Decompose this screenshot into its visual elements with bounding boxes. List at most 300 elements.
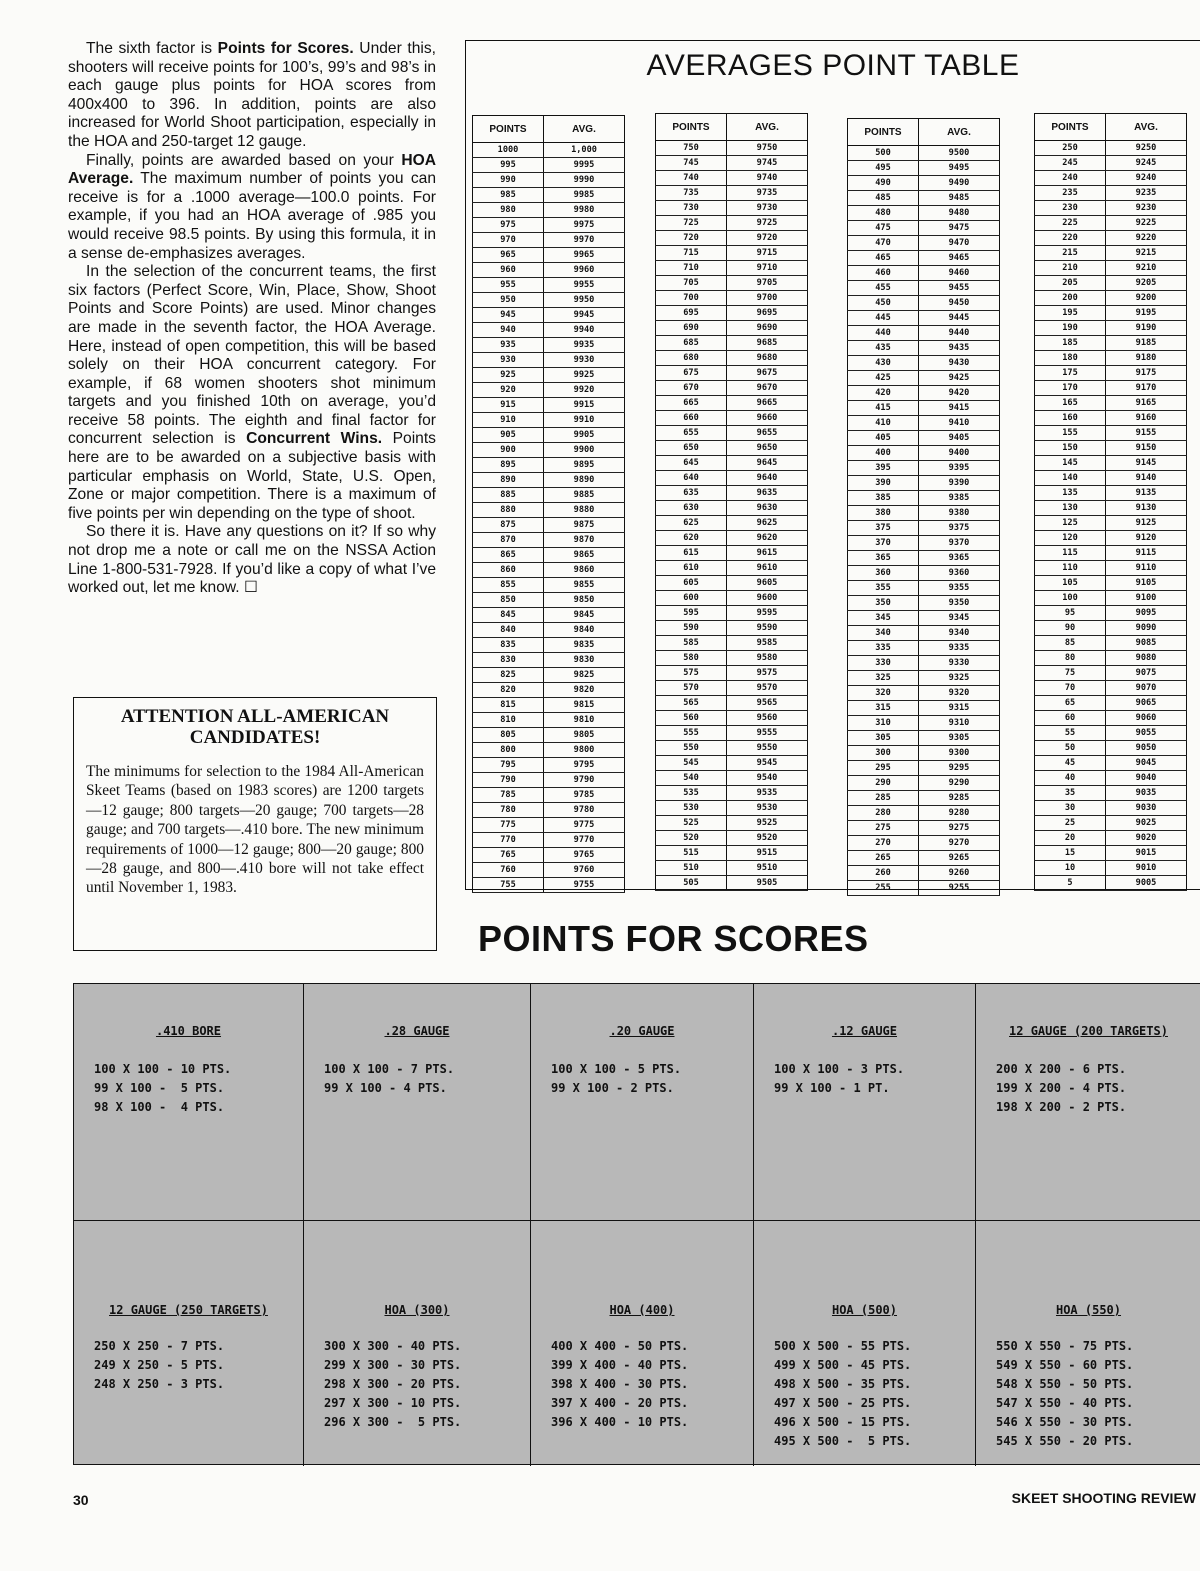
points-cell: 870 bbox=[473, 533, 544, 548]
table-row bbox=[1035, 786, 1187, 801]
table-row bbox=[656, 261, 808, 276]
avg-cell: 9195 bbox=[1106, 306, 1187, 321]
points-cell: 590 bbox=[656, 621, 727, 636]
avg-cell: 9320 bbox=[919, 686, 1000, 701]
points-cell: 280 bbox=[848, 806, 919, 821]
table-row bbox=[473, 608, 625, 623]
avg-cell: 9645 bbox=[727, 456, 808, 471]
avg-cell: 9260 bbox=[919, 866, 1000, 881]
avg-cell: 9775 bbox=[544, 818, 625, 833]
points-cell: 675 bbox=[656, 366, 727, 381]
article-paragraph bbox=[68, 40, 436, 152]
points-cell: 480 bbox=[848, 206, 919, 221]
avg-cell: 9410 bbox=[919, 416, 1000, 431]
avg-cell: 9210 bbox=[1106, 261, 1187, 276]
avg-cell: 9015 bbox=[1106, 846, 1187, 861]
table-row bbox=[1035, 726, 1187, 741]
points-cell: 10 bbox=[1035, 861, 1106, 876]
avg-cell: 9670 bbox=[727, 381, 808, 396]
avg-cell: 9085 bbox=[1106, 636, 1187, 651]
avg-cell: 9140 bbox=[1106, 471, 1187, 486]
avg-cell: 9890 bbox=[544, 473, 625, 488]
table-row bbox=[656, 351, 808, 366]
table-row bbox=[656, 291, 808, 306]
score-line: 545 X 550 - 20 PTS. bbox=[996, 1434, 1134, 1448]
article-text bbox=[68, 40, 436, 598]
table-row bbox=[1035, 381, 1187, 396]
points-cell: 410 bbox=[848, 416, 919, 431]
table-row bbox=[656, 576, 808, 591]
score-line: 547 X 550 - 40 PTS. bbox=[996, 1396, 1134, 1410]
table-row bbox=[473, 173, 625, 188]
avg-cell: 9680 bbox=[727, 351, 808, 366]
table-row bbox=[656, 741, 808, 756]
avg-cell: 9090 bbox=[1106, 621, 1187, 636]
score-line: 250 X 250 - 7 PTS. bbox=[94, 1339, 225, 1353]
avg-cell: 9765 bbox=[544, 848, 625, 863]
points-cell: 215 bbox=[1035, 246, 1106, 261]
points-cell: 50 bbox=[1035, 741, 1106, 756]
avg-cell: 9305 bbox=[919, 731, 1000, 746]
points-header: POINTS bbox=[848, 119, 919, 146]
avg-cell: 9400 bbox=[919, 446, 1000, 461]
score-line: 398 X 400 - 30 PTS. bbox=[551, 1377, 689, 1391]
points-cell: 960 bbox=[473, 263, 544, 278]
table-row bbox=[848, 236, 1000, 251]
table-row bbox=[656, 486, 808, 501]
avg-cell: 9110 bbox=[1106, 561, 1187, 576]
table-row bbox=[1035, 441, 1187, 456]
avg-cell: 9735 bbox=[727, 186, 808, 201]
points-cell: 905 bbox=[473, 428, 544, 443]
avg-cell: 9340 bbox=[919, 626, 1000, 641]
avg-cell: 9285 bbox=[919, 791, 1000, 806]
table-row bbox=[848, 296, 1000, 311]
avg-cell: 9280 bbox=[919, 806, 1000, 821]
points-cell: 895 bbox=[473, 458, 544, 473]
points-cell: 520 bbox=[656, 831, 727, 846]
avg-cell: 9600 bbox=[727, 591, 808, 606]
score-cell-lines bbox=[551, 1060, 681, 1098]
points-cell: 890 bbox=[473, 473, 544, 488]
points-cell: 250 bbox=[1035, 141, 1106, 156]
points-cell: 375 bbox=[848, 521, 919, 536]
article-paragraph bbox=[68, 263, 436, 523]
table-row bbox=[656, 651, 808, 666]
avg-cell: 9380 bbox=[919, 506, 1000, 521]
avg-cell: 9805 bbox=[544, 728, 625, 743]
points-cell: 300 bbox=[848, 746, 919, 761]
points-cell: 670 bbox=[656, 381, 727, 396]
table-row bbox=[1035, 411, 1187, 426]
points-cell: 335 bbox=[848, 641, 919, 656]
points-cell: 955 bbox=[473, 278, 544, 293]
avg-cell: 9170 bbox=[1106, 381, 1187, 396]
points-cell: 830 bbox=[473, 653, 544, 668]
table-row bbox=[848, 731, 1000, 746]
table-row bbox=[1035, 231, 1187, 246]
points-cell: 795 bbox=[473, 758, 544, 773]
points-cell: 540 bbox=[656, 771, 727, 786]
points-cell: 715 bbox=[656, 246, 727, 261]
table-row bbox=[656, 336, 808, 351]
avg-cell: 9230 bbox=[1106, 201, 1187, 216]
points-cell: 100 bbox=[1035, 591, 1106, 606]
table-row bbox=[656, 141, 808, 156]
points-cell: 680 bbox=[656, 351, 727, 366]
avg-cell: 9250 bbox=[1106, 141, 1187, 156]
avg-cell: 9405 bbox=[919, 431, 1000, 446]
avg-cell: 9695 bbox=[727, 306, 808, 321]
table-row bbox=[1035, 291, 1187, 306]
points-cell: 220 bbox=[1035, 231, 1106, 246]
points-cell: 855 bbox=[473, 578, 544, 593]
avg-cell: 9905 bbox=[544, 428, 625, 443]
points-cell: 585 bbox=[656, 636, 727, 651]
points-cell: 880 bbox=[473, 503, 544, 518]
table-row bbox=[656, 456, 808, 471]
score-cell bbox=[304, 984, 531, 1221]
avg-cell: 9470 bbox=[919, 236, 1000, 251]
avg-cell: 9715 bbox=[727, 246, 808, 261]
table-row bbox=[848, 176, 1000, 191]
score-line: 100 X 100 - 7 PTS. bbox=[324, 1062, 455, 1076]
table-row bbox=[1035, 636, 1187, 651]
points-cell: 195 bbox=[1035, 306, 1106, 321]
table-row bbox=[656, 201, 808, 216]
points-cell: 515 bbox=[656, 846, 727, 861]
points-cell: 685 bbox=[656, 336, 727, 351]
table-row bbox=[848, 371, 1000, 386]
points-cell: 655 bbox=[656, 426, 727, 441]
points-cell: 915 bbox=[473, 398, 544, 413]
avg-cell: 9500 bbox=[919, 146, 1000, 161]
table-row bbox=[1035, 276, 1187, 291]
table-row bbox=[1035, 666, 1187, 681]
article-text-run: Finally, points are awarded based on your bbox=[86, 151, 402, 169]
points-cell: 805 bbox=[473, 728, 544, 743]
points-cell: 30 bbox=[1035, 801, 1106, 816]
article-bold-term: Points for Scores. bbox=[217, 40, 354, 57]
table-row bbox=[656, 756, 808, 771]
score-cell bbox=[304, 1221, 531, 1466]
score-cell bbox=[976, 984, 1200, 1221]
avg-cell: 9330 bbox=[919, 656, 1000, 671]
score-cell-title: HOA (400) bbox=[609, 1303, 675, 1317]
points-cell: 145 bbox=[1035, 456, 1106, 471]
points-cell: 815 bbox=[473, 698, 544, 713]
table-row bbox=[848, 146, 1000, 161]
table-row bbox=[473, 833, 625, 848]
table-row bbox=[848, 581, 1000, 596]
avg-cell: 9450 bbox=[919, 296, 1000, 311]
avg-cell: 9485 bbox=[919, 191, 1000, 206]
table-row bbox=[1035, 471, 1187, 486]
avg-cell: 9800 bbox=[544, 743, 625, 758]
avg-cell: 9395 bbox=[919, 461, 1000, 476]
table-row bbox=[473, 788, 625, 803]
score-line: 397 X 400 - 20 PTS. bbox=[551, 1396, 689, 1410]
table-row bbox=[1035, 366, 1187, 381]
avg-cell: 1,000 bbox=[544, 143, 625, 158]
avg-cell: 9830 bbox=[544, 653, 625, 668]
score-cell-title: HOA (300) bbox=[384, 1303, 450, 1317]
avg-cell: 9970 bbox=[544, 233, 625, 248]
points-cell: 275 bbox=[848, 821, 919, 836]
score-line: 100 X 100 - 5 PTS. bbox=[551, 1062, 682, 1076]
points-cell: 580 bbox=[656, 651, 727, 666]
table-row bbox=[848, 821, 1000, 836]
points-cell: 95 bbox=[1035, 606, 1106, 621]
table-row bbox=[848, 506, 1000, 521]
table-row bbox=[473, 188, 625, 203]
table-row bbox=[848, 521, 1000, 536]
averages-column-table bbox=[655, 113, 808, 891]
score-line: 396 X 400 - 10 PTS. bbox=[551, 1415, 689, 1429]
points-cell: 40 bbox=[1035, 771, 1106, 786]
points-cell: 510 bbox=[656, 861, 727, 876]
avg-cell: 9135 bbox=[1106, 486, 1187, 501]
table-row bbox=[473, 293, 625, 308]
points-cell: 325 bbox=[848, 671, 919, 686]
avg-cell: 9010 bbox=[1106, 861, 1187, 876]
points-cell: 450 bbox=[848, 296, 919, 311]
points-cell: 560 bbox=[656, 711, 727, 726]
table-row bbox=[848, 341, 1000, 356]
avg-cell: 9235 bbox=[1106, 186, 1187, 201]
points-cell: 455 bbox=[848, 281, 919, 296]
score-cell-lines bbox=[94, 1060, 231, 1117]
avg-cell: 9370 bbox=[919, 536, 1000, 551]
points-cell: 635 bbox=[656, 486, 727, 501]
avg-cell: 9915 bbox=[544, 398, 625, 413]
points-cell: 950 bbox=[473, 293, 544, 308]
avg-cell: 9845 bbox=[544, 608, 625, 623]
avg-cell: 9300 bbox=[919, 746, 1000, 761]
table-row bbox=[473, 803, 625, 818]
table-row bbox=[848, 746, 1000, 761]
table-row bbox=[848, 266, 1000, 281]
points-cell: 320 bbox=[848, 686, 919, 701]
avg-cell: 9040 bbox=[1106, 771, 1187, 786]
avg-header: AVG. bbox=[544, 116, 625, 143]
avg-cell: 9535 bbox=[727, 786, 808, 801]
points-cell: 245 bbox=[1035, 156, 1106, 171]
table-row bbox=[473, 218, 625, 233]
points-cell: 260 bbox=[848, 866, 919, 881]
avg-cell: 9965 bbox=[544, 248, 625, 263]
attention-box bbox=[73, 697, 437, 951]
table-row bbox=[473, 248, 625, 263]
table-row bbox=[473, 323, 625, 338]
points-cell: 690 bbox=[656, 321, 727, 336]
avg-cell: 9205 bbox=[1106, 276, 1187, 291]
table-row bbox=[473, 413, 625, 428]
table-row bbox=[848, 791, 1000, 806]
avg-cell: 9520 bbox=[727, 831, 808, 846]
points-cell: 565 bbox=[656, 696, 727, 711]
table-row bbox=[1035, 741, 1187, 756]
score-line: 499 X 500 - 45 PTS. bbox=[774, 1358, 912, 1372]
points-cell: 545 bbox=[656, 756, 727, 771]
table-row bbox=[473, 443, 625, 458]
article-text-run: So there it is. Have any questions on it? If so why not drop me a note or call me on the NSSA Action Line 1-800-531-7928. If you’d like a copy of what I’ve worked out, let me know. ☐ bbox=[68, 523, 436, 597]
points-cell: 350 bbox=[848, 596, 919, 611]
article-text-run: Points here are to be awarded on a subjective basis with particular emphasis on World, State, U.S. Open, Zone or major competition. There is a maximum of five points per win depending on the type of shoot. bbox=[68, 430, 436, 522]
points-cell: 120 bbox=[1035, 531, 1106, 546]
points-cell: 365 bbox=[848, 551, 919, 566]
table-row bbox=[1035, 141, 1187, 156]
table-row bbox=[656, 381, 808, 396]
points-cell: 380 bbox=[848, 506, 919, 521]
points-cell: 595 bbox=[656, 606, 727, 621]
points-cell: 415 bbox=[848, 401, 919, 416]
points-cell: 235 bbox=[1035, 186, 1106, 201]
table-row bbox=[656, 216, 808, 231]
score-cell-title: 12 GAUGE (250 TARGETS) bbox=[109, 1303, 268, 1317]
avg-cell: 9460 bbox=[919, 266, 1000, 281]
score-line: 546 X 550 - 30 PTS. bbox=[996, 1415, 1134, 1429]
avg-cell: 9480 bbox=[919, 206, 1000, 221]
points-cell: 425 bbox=[848, 371, 919, 386]
avg-cell: 9770 bbox=[544, 833, 625, 848]
table-row bbox=[473, 638, 625, 653]
avg-header: AVG. bbox=[919, 119, 1000, 146]
table-row bbox=[1035, 171, 1187, 186]
points-cell: 25 bbox=[1035, 816, 1106, 831]
score-cell-title: .28 GAUGE bbox=[384, 1024, 450, 1038]
table-row bbox=[848, 326, 1000, 341]
avg-cell: 9185 bbox=[1106, 336, 1187, 351]
table-row bbox=[656, 816, 808, 831]
avg-header: AVG. bbox=[727, 114, 808, 141]
points-cell: 820 bbox=[473, 683, 544, 698]
points-cell: 20 bbox=[1035, 831, 1106, 846]
points-cell: 80 bbox=[1035, 651, 1106, 666]
table-row bbox=[656, 831, 808, 846]
points-cell: 125 bbox=[1035, 516, 1106, 531]
avg-cell: 9790 bbox=[544, 773, 625, 788]
points-cell: 255 bbox=[848, 881, 919, 896]
points-cell: 35 bbox=[1035, 786, 1106, 801]
avg-cell: 9435 bbox=[919, 341, 1000, 356]
avg-cell: 9425 bbox=[919, 371, 1000, 386]
points-cell: 695 bbox=[656, 306, 727, 321]
avg-cell: 9475 bbox=[919, 221, 1000, 236]
points-cell: 790 bbox=[473, 773, 544, 788]
score-cell bbox=[754, 1221, 976, 1466]
avg-cell: 9880 bbox=[544, 503, 625, 518]
table-row bbox=[656, 876, 808, 891]
points-cell: 505 bbox=[656, 876, 727, 891]
table-row bbox=[1035, 156, 1187, 171]
points-cell: 740 bbox=[656, 171, 727, 186]
table-row bbox=[473, 488, 625, 503]
avg-cell: 9415 bbox=[919, 401, 1000, 416]
points-cell: 405 bbox=[848, 431, 919, 446]
avg-cell: 9900 bbox=[544, 443, 625, 458]
avg-cell: 9590 bbox=[727, 621, 808, 636]
avg-cell: 9980 bbox=[544, 203, 625, 218]
avg-cell: 9080 bbox=[1106, 651, 1187, 666]
points-for-scores-title: POINTS FOR SCORES bbox=[478, 918, 869, 959]
avg-cell: 9930 bbox=[544, 353, 625, 368]
points-cell: 555 bbox=[656, 726, 727, 741]
article-text-run: Under this, shooters will receive points for 100’s, 99’s and 98’s in each gauge plus points for HOA scores from 400x400 to 396. In addition, points are also increased for World Shoot participation, especially in the HOA and 250-target 12 gauge. bbox=[68, 40, 436, 150]
avg-cell: 9635 bbox=[727, 486, 808, 501]
points-cell: 340 bbox=[848, 626, 919, 641]
points-cell: 875 bbox=[473, 518, 544, 533]
table-row bbox=[473, 278, 625, 293]
avg-cell: 9835 bbox=[544, 638, 625, 653]
points-cell: 110 bbox=[1035, 561, 1106, 576]
table-row bbox=[1035, 711, 1187, 726]
points-cell: 60 bbox=[1035, 711, 1106, 726]
points-cell: 295 bbox=[848, 761, 919, 776]
points-cell: 725 bbox=[656, 216, 727, 231]
table-row bbox=[848, 641, 1000, 656]
points-cell: 750 bbox=[656, 141, 727, 156]
points-cell: 525 bbox=[656, 816, 727, 831]
score-cell-title: 12 GAUGE (200 TARGETS) bbox=[1009, 1024, 1168, 1038]
table-row bbox=[1035, 336, 1187, 351]
avg-cell: 9525 bbox=[727, 816, 808, 831]
table-row bbox=[656, 861, 808, 876]
points-cell: 705 bbox=[656, 276, 727, 291]
score-line: 199 X 200 - 4 PTS. bbox=[996, 1081, 1127, 1095]
table-row bbox=[848, 626, 1000, 641]
avg-cell: 9115 bbox=[1106, 546, 1187, 561]
avg-cell: 9725 bbox=[727, 216, 808, 231]
avg-cell: 9465 bbox=[919, 251, 1000, 266]
table-row bbox=[1035, 816, 1187, 831]
avg-cell: 9545 bbox=[727, 756, 808, 771]
avg-cell: 9860 bbox=[544, 563, 625, 578]
table-row bbox=[656, 621, 808, 636]
table-row bbox=[473, 233, 625, 248]
avg-cell: 9385 bbox=[919, 491, 1000, 506]
score-line: 549 X 550 - 60 PTS. bbox=[996, 1358, 1134, 1372]
attention-body: The minimums for selection to the 1984 All-American Skeet Teams (based on 1983 scores) are 1200 targets—12 gauge; 800 targets—20 gauge; 700 targets—28 gauge; and 700 targets—.410 bore. The new minimum requirements of 1000—12 gauge; 800—20 gauge; 800—28 gauge, and 800—.410 bore will not take effect until November 1, 1983. bbox=[86, 763, 424, 897]
points-cell: 345 bbox=[848, 611, 919, 626]
points-cell: 765 bbox=[473, 848, 544, 863]
points-cell: 910 bbox=[473, 413, 544, 428]
avg-cell: 9125 bbox=[1106, 516, 1187, 531]
table-row bbox=[848, 776, 1000, 791]
avg-cell: 9850 bbox=[544, 593, 625, 608]
points-cell: 185 bbox=[1035, 336, 1106, 351]
table-row bbox=[473, 143, 625, 158]
avg-cell: 9055 bbox=[1106, 726, 1187, 741]
table-row bbox=[473, 473, 625, 488]
table-row bbox=[473, 308, 625, 323]
table-row bbox=[1035, 306, 1187, 321]
avg-cell: 9420 bbox=[919, 386, 1000, 401]
points-cell: 990 bbox=[473, 173, 544, 188]
avg-cell: 9495 bbox=[919, 161, 1000, 176]
avg-cell: 9290 bbox=[919, 776, 1000, 791]
table-row bbox=[473, 683, 625, 698]
avg-cell: 9440 bbox=[919, 326, 1000, 341]
points-cell: 430 bbox=[848, 356, 919, 371]
avg-cell: 9035 bbox=[1106, 786, 1187, 801]
avg-cell: 9275 bbox=[919, 821, 1000, 836]
score-cell-lines bbox=[324, 1060, 454, 1098]
points-cell: 105 bbox=[1035, 576, 1106, 591]
table-row bbox=[656, 681, 808, 696]
avg-cell: 9730 bbox=[727, 201, 808, 216]
points-cell: 370 bbox=[848, 536, 919, 551]
